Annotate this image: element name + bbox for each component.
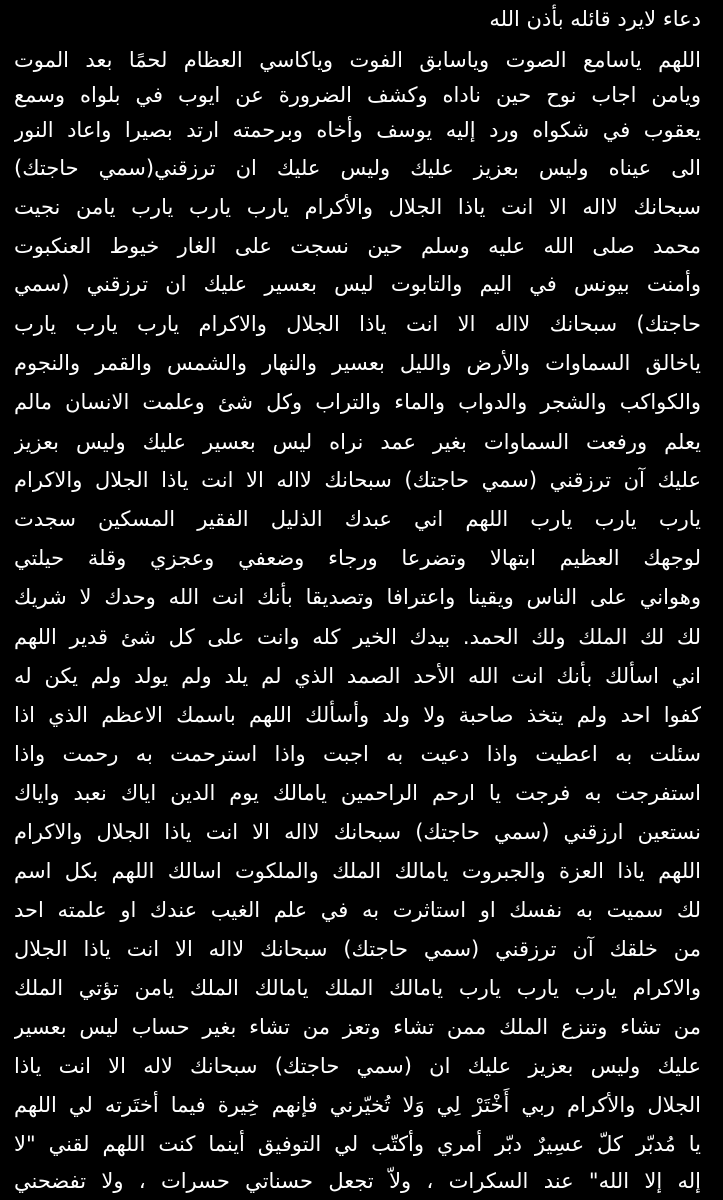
text-line: محمد صلى الله عليه وسلم حين نسجت على الغار خيوط العنكبوت [14, 234, 701, 258]
text-line: اللهم ياذا العزة والجبروت يامالك الملك والملكوت اسالك اللهم بكل اسم [14, 859, 701, 883]
text-line: يعقوب في شكواه ورد إليه يوسف وأخاه وبرحمته ارتد بصيرا واعاد النور [14, 118, 701, 142]
text-line: عليك آن ترزقني (سمي حاجتك) سبحانك لااله الا انت ياذا الجلال والاكرام [14, 468, 701, 492]
document-title: دعاء لايرد قائله بأذن الله [489, 7, 701, 31]
text-line: إله إلا الله" عند السكرات ، ولاّ تجعل حسناتي حسرات ، ولا تفضحني [14, 1169, 701, 1193]
text-line: وهواني على الناس ويقينا واعترافا وتصديقا بأنك انت الله وحدك لا شريك [14, 585, 701, 609]
text-line: يارب يارب يارب اللهم اني عبدك الذليل الفقير المسكين سجدت [14, 507, 701, 531]
text-line: عليك وليس بعزيز عليك ان (سمي حاجتك) سبحانك لاله الا انت ياذا [14, 1054, 701, 1078]
text-line: سبحانك لااله الا انت ياذا الجلال والأكرام يارب يارب يارب يامن نجيت [14, 195, 701, 219]
text-line: والكواكب والشجر والدواب والماء والتراب وكل شئ وعلمت الانسان مالم [14, 390, 701, 414]
text-line: ويامن اجاب نوح حين ناداه وكشف الضرورة عن ايوب في بلواه وسمع [14, 83, 701, 107]
text-line: يعلم ورفعت السماوات بغير عمد نراه ليس بعسير عليك وليس بعزيز [14, 430, 701, 454]
text-line: ياخالق السماوات والأرض والليل بعسير والنهار والشمس والقمر والنجوم [14, 351, 701, 375]
text-line: من تشاء وتنزع الملك ممن تشاء وتعز من تشاء بغير حساب ليس بعسير [14, 1015, 701, 1039]
text-line: كفوا احد ولم يتخذ صاحبة ولا ولد وأسألك اللهم باسمك الاعظم الذي اذا [14, 703, 701, 727]
text-line: نستعين ارزقني (سمي حاجتك) سبحانك لااله الا انت ياذا الجلال والاكرام [14, 820, 701, 844]
text-line: والاكرام يارب يارب يارب يامالك الملك يامالك الملك يامن تؤتي الملك [14, 976, 701, 1000]
text-line: يا مُدبّر كلّ عسِيرٌ دبّر أمري وأكتّب لي التوفيق أينما كنت اللهم لقني "لا [14, 1132, 701, 1156]
text-line: لك لك الملك ولك الحمد. بيدك الخير كله وانت على كل شئ قدير اللهم [14, 625, 701, 649]
text-line: سئلت به اعطيت واذا دعيت به اجبت واذا استرحمت به رحمت واذا [14, 742, 701, 766]
text-line: الجلال والأكرام ربي أَخْتَرْ لِي وَلا تُخيّرني فإنهم خِيرة فيما أختَرته لي اللهم [14, 1093, 701, 1117]
text-line: الى عيناه وليس بعزيز عليك وليس عليك ان ترزقني(سمي حاجتك) [14, 156, 701, 180]
text-line: لك سميت به نفسك او استاثرت به في علم الغيب عندك او علمته احد [14, 898, 701, 922]
text-line: وأمنت بيونس في اليم والتابوت ليس بعسير عليك ان ترزقني (سمي [14, 272, 701, 296]
text-line: من خلقك آن ترزقني (سمي حاجتك) سبحانك لااله الا انت ياذا الجلال [14, 937, 701, 961]
text-line: لوجهك العظيم ابتهالا وتضرعا ورجاء وضعفي وعجزي وقلة حيلتي [14, 546, 701, 570]
text-line: استفرجت به فرجت يا ارحم الراحمين يامالك يوم الدين اياك نعبد واياك [14, 781, 701, 805]
text-line: اني اسألك بأنك انت الله الأحد الصمد الذي لم يلد ولم يولد ولم يكن له [14, 664, 701, 688]
text-line: حاجتك) سبحانك لااله الا انت ياذا الجلال والاكرام يارب يارب يارب [14, 312, 701, 336]
text-line: اللهم ياسامع الصوت وياسابق الفوت وياكاسي العظام لحمًا بعد الموت [14, 48, 701, 72]
